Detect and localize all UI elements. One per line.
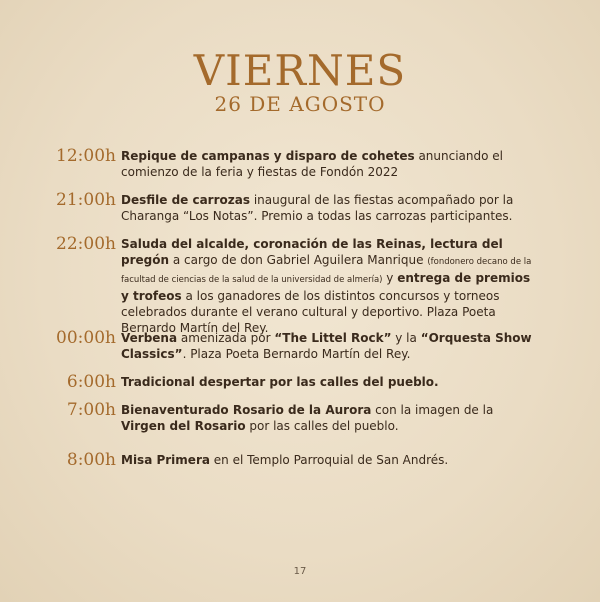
event-description: [121, 402, 536, 434]
page-title: VIERNES: [193, 46, 407, 95]
event-text: (fondonero decano de la facultad de ciencias de la salud de la universidad de almería): [121, 257, 532, 285]
event-highlight: Repique de campanas y disparo de cohetes: [121, 149, 415, 163]
event-description: [121, 148, 536, 180]
event-highlight: Bienaventurado Rosario de la Aurora: [121, 403, 372, 417]
event-text: y: [382, 271, 398, 285]
event-highlight: Virgen del Rosario: [121, 419, 246, 433]
event-text: inaugural de las fiestas acompañado por la Charanga “Los Notas”. Premio a todas las carrozas participantes.: [121, 193, 514, 223]
event-highlight: Tradicional despertar por las calles del pueblo.: [121, 375, 439, 389]
event-text: con la imagen de la: [371, 403, 494, 417]
event-description: [121, 192, 536, 224]
event-time: 12:00h: [56, 146, 116, 166]
event-time: 22:00h: [56, 234, 116, 254]
event-time: 7:00h: [66, 400, 116, 420]
event-highlight: Desfile de carrozas: [121, 193, 250, 207]
event-time: 8:00h: [66, 450, 116, 470]
event-text: amenizada por: [177, 331, 275, 345]
event-highlight: entrega de premios y trofeos: [121, 271, 531, 303]
event-description: [121, 452, 536, 468]
event-highlight: Misa Primera: [121, 453, 210, 467]
event-description: [121, 236, 536, 336]
event-text: y la: [391, 331, 421, 345]
event-highlight: Saluda del alcalde, coronación de las Reinas, lectura del pregón: [121, 237, 503, 267]
event-text: anunciando el comienzo de la feria y fiestas de Fondón 2022: [121, 149, 504, 179]
event-time: 21:00h: [56, 190, 116, 210]
event-highlight: “The Littel Rock”: [274, 331, 392, 345]
event-description: [121, 374, 536, 390]
event-text: a los ganadores de los distintos concursos y torneos celebrados durante el verano cultural y deportivo. Plaza Poeta Bernardo Martín del Rey.: [121, 289, 500, 335]
event-text: a cargo de don Gabriel Aguilera Manrique: [169, 253, 428, 267]
event-highlight: “Orquesta Show Classics”: [121, 331, 532, 361]
event-text: en el Templo Parroquial de San Andrés.: [209, 453, 449, 467]
event-time: 00:00h: [56, 328, 116, 348]
page-number: 17: [293, 566, 307, 577]
event-time: 6:00h: [66, 372, 116, 392]
event-highlight: Verbena: [121, 331, 178, 345]
event-text: . Plaza Poeta Bernardo Martín del Rey.: [182, 347, 411, 361]
page-subtitle: 26 DE AGOSTO: [214, 92, 386, 116]
event-text: por las calles del pueblo.: [245, 419, 399, 433]
event-description: [121, 330, 536, 362]
